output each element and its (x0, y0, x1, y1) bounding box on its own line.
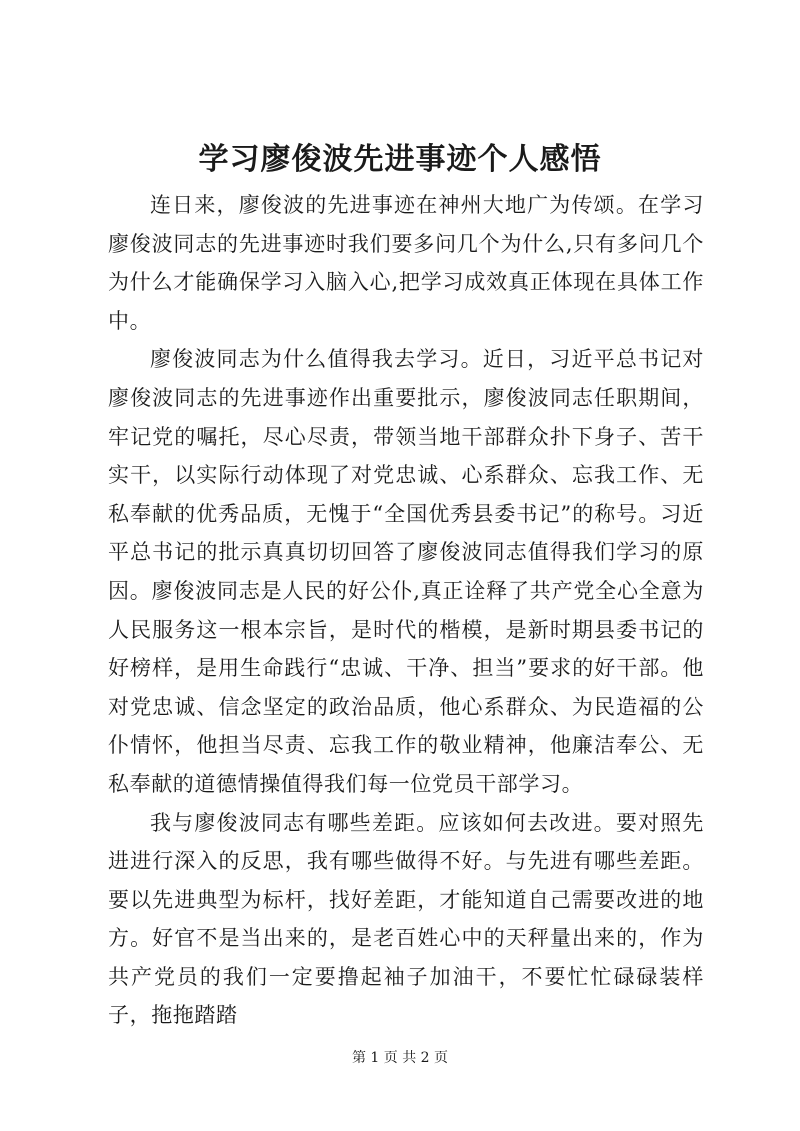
paragraph-3: 我与廖俊波同志有哪些差距。应该如何去改进。要对照先进进行深入的反思，我有哪些做得不好。与先进有哪些差距。要以先进典型为标杆，找好差距，才能知道自己需要改进的地方。好官不是当出来的，是老百姓心中的天秤量出来的，作为共产党员的我们一定要撸起袖子加油干，不要忙忙碌碌装样子，拖拖踏踏 (108, 810, 704, 1028)
paragraph-2: 廖俊波同志为什么值得我去学习。近日，习近平总书记对廖俊波同志的先进事迹作出重要批示，廖俊波同志任职期间，牢记党的嘱托，尽心尽责，带领当地干部群众扑下身子、苦干实干，以实际行动体现了对党忠诚、心系群众、忘我工作、无私奉献的优秀品质，无愧于“全国优秀县委书记”的称号。习近平总书记的批示真真切切回答了廖俊波同志值得我们学习的原因。廖俊波同志是人民的好公仆,真正诠释了共产党全心全意为人民服务这一根本宗旨，是时代的楷模，是新时期县委书记的好榜样，是用生命践行“忠诚、干净、担当”要求的好干部。他对党忠诚、信念坚定的政治品质，他心系群众、为民造福的公仆情怀，他担当尽责、忘我工作的敬业精神，他廉洁奉公、无私奉献的道德情操值得我们每一位党员干部学习。 (108, 347, 704, 796)
paragraph-1: 连日来，廖俊波的先进事迹在神州大地广为传颂。在学习廖俊波同志的先进事迹时我们要多问几个为什么,只有多问几个为什么才能确保学习入脑入心,把学习成效真正体现在具体工作中。 (108, 193, 704, 333)
page-footer: 第 1 页 共 2 页 (351, 1050, 449, 1066)
document-body (108, 186, 704, 1035)
document-title: 学习廖俊波先进事迹个人感悟 (198, 142, 602, 177)
